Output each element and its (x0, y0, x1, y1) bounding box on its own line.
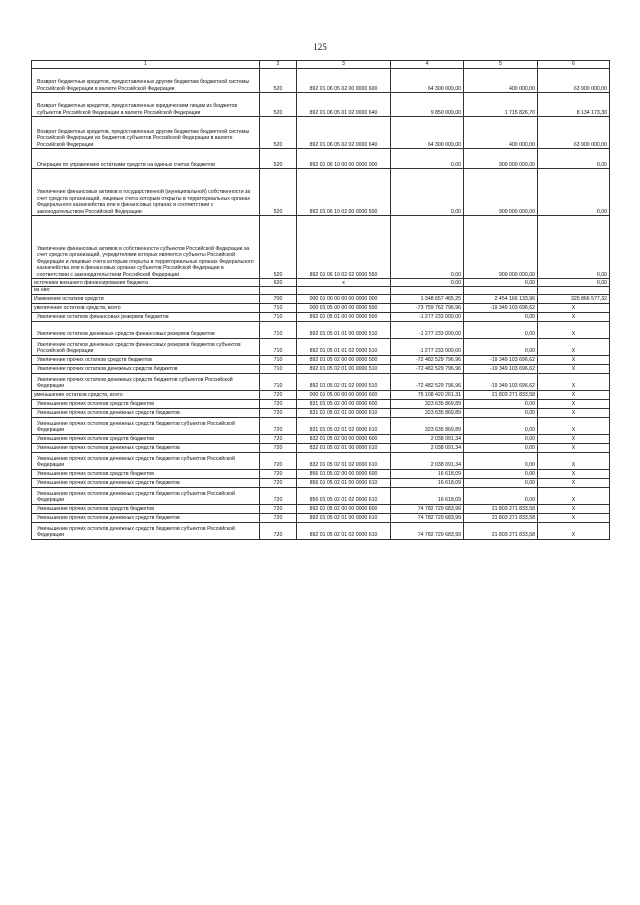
table-row (32, 513, 610, 522)
row-unexecuted-amount-cell: 0,00 (538, 216, 610, 279)
row-approved-amount-cell: -1 277 233 000,00 (391, 312, 464, 321)
row-classification-code-cell: 892 01 05 02 00 00 0000 600 (297, 504, 391, 513)
row-name-cell: Уменьшение прочих остатков денежных средств бюджетов субъектов Российской Федерации (32, 452, 260, 469)
row-line-code-cell: 720 (260, 452, 297, 469)
row-executed-amount-cell: 900 000 000,00 (464, 216, 538, 279)
row-line-code-cell: 720 (260, 434, 297, 443)
row-executed-amount-cell: 0,00 (464, 487, 538, 504)
row-name-cell: Увеличение остатков денежных средств финансовых резервов бюджетов субъектов Российской Федерации (32, 338, 260, 355)
row-approved-amount-cell: -1 277 233 000,00 (391, 338, 464, 355)
row-executed-amount-cell: -19 349 103 696,62 (464, 364, 538, 373)
row-name-cell: Увеличение финансовых активов в государственной (муниципальной) собственности за счет средств организаций, лицевые счета которым открыты в территориальных органах Федерального казначейства или в финансовых органах в соответствии с законодательством Российской Федерации (32, 169, 260, 216)
row-name-cell: Увеличение прочих остатков денежных средств бюджетов субъектов Российской Федерации (32, 373, 260, 390)
table-row (32, 216, 610, 279)
table-row (32, 434, 610, 443)
row-approved-amount-cell: 2 038 091,34 (391, 452, 464, 469)
row-unexecuted-amount-cell: X (538, 417, 610, 434)
row-name-cell: Уменьшение прочих остатков денежных средств бюджетов субъектов Российской Федерации (32, 487, 260, 504)
row-name-cell: Увеличение остатков денежных средств финансовых резервов бюджетов (32, 321, 260, 338)
row-classification-code-cell: 892 01 05 02 01 00 0000 610 (297, 513, 391, 522)
row-line-code-cell: 710 (260, 364, 297, 373)
row-line-code-cell: 520 (260, 149, 297, 169)
row-name-cell: Уменьшение прочих остатков денежных средств бюджетов (32, 478, 260, 487)
row-executed-amount-cell: 21 803 271 833,58 (464, 504, 538, 513)
row-approved-amount-cell: 0,00 (391, 216, 464, 279)
table-row (32, 417, 610, 434)
row-name-cell: Уменьшение прочих остатков средств бюджетов (32, 434, 260, 443)
row-name-cell: Возврат бюджетных кредитов, предоставленных другим бюджетам бюджетной системы Российской Федерации из бюджетов субъектов Российской Федерации в валюте Российской Федерации (32, 117, 260, 149)
row-line-code-cell: 720 (260, 399, 297, 408)
row-unexecuted-amount-cell: X (538, 408, 610, 417)
row-executed-amount-cell: 0,00 (464, 279, 538, 287)
row-executed-amount-cell: -19 349 103 696,62 (464, 373, 538, 390)
row-classification-code-cell: 831 01 05 02 01 00 0000 610 (297, 408, 391, 417)
row-classification-code-cell: 892 01 06 10 02 00 0000 500 (297, 169, 391, 216)
table-row (32, 399, 610, 408)
row-line-code-cell: 720 (260, 443, 297, 452)
row-line-code-cell (260, 287, 297, 295)
table-row (32, 408, 610, 417)
row-line-code-cell: 720 (260, 487, 297, 504)
row-approved-amount-cell: 0,00 (391, 149, 464, 169)
table-body (32, 69, 610, 540)
row-line-code-cell: 720 (260, 417, 297, 434)
table-row (32, 294, 610, 303)
row-name-cell: источники внешнего финансирования бюджета (32, 279, 260, 287)
table-row (32, 487, 610, 504)
row-unexecuted-amount-cell: 0,00 (538, 279, 610, 287)
row-classification-code-cell: 831 01 05 02 01 02 0000 610 (297, 417, 391, 434)
row-approved-amount-cell: 74 782 729 683,99 (391, 513, 464, 522)
row-name-cell: увеличение остатков средств, всего (32, 303, 260, 312)
column-header: 4 (391, 61, 464, 69)
row-executed-amount-cell: 21 803 271 833,58 (464, 513, 538, 522)
row-name-cell: из них: (32, 287, 260, 295)
row-unexecuted-amount-cell: X (538, 522, 610, 539)
row-unexecuted-amount-cell: X (538, 452, 610, 469)
row-classification-code-cell: 892 01 05 02 01 02 0000 610 (297, 522, 391, 539)
row-line-code-cell: 620 (260, 279, 297, 287)
row-approved-amount-cell: -72 482 529 796,96 (391, 364, 464, 373)
row-approved-amount-cell: 75 108 420 261,31 (391, 390, 464, 399)
row-classification-code-cell: 892 01 05 02 01 00 0000 510 (297, 364, 391, 373)
row-classification-code-cell: 000 01 05 00 00 00 0000 500 (297, 303, 391, 312)
row-executed-amount-cell: 400 000,00 (464, 69, 538, 93)
row-line-code-cell: 710 (260, 321, 297, 338)
row-unexecuted-amount-cell: 63 900 000,00 (538, 69, 610, 93)
row-unexecuted-amount-cell (538, 287, 610, 295)
row-name-cell: Уменьшение прочих остатков средств бюджетов (32, 504, 260, 513)
row-unexecuted-amount-cell: X (538, 469, 610, 478)
budget-sources-table (31, 60, 610, 540)
column-header: 6 (538, 61, 610, 69)
row-line-code-cell: 720 (260, 478, 297, 487)
row-classification-code-cell (297, 287, 391, 295)
table-row (32, 355, 610, 364)
row-classification-code-cell: x (297, 279, 391, 287)
row-executed-amount-cell: -19 349 103 696,62 (464, 355, 538, 364)
row-approved-amount-cell: 323 635 869,89 (391, 417, 464, 434)
row-approved-amount-cell: 0,00 (391, 169, 464, 216)
row-name-cell: Уменьшение прочих остатков денежных средств бюджетов субъектов Российской Федерации (32, 417, 260, 434)
row-unexecuted-amount-cell: X (538, 513, 610, 522)
row-classification-code-cell: 892 01 05 01 01 00 0000 510 (297, 321, 391, 338)
table-row (32, 522, 610, 539)
row-unexecuted-amount-cell: X (538, 487, 610, 504)
row-approved-amount-cell: 323 635 869,89 (391, 399, 464, 408)
row-classification-code-cell: 892 01 05 01 00 00 0000 500 (297, 312, 391, 321)
row-executed-amount-cell: 0,00 (464, 417, 538, 434)
row-executed-amount-cell: 0,00 (464, 452, 538, 469)
row-line-code-cell: 710 (260, 312, 297, 321)
row-classification-code-cell: 892 01 06 05 01 02 0000 640 (297, 93, 391, 117)
row-line-code-cell: 720 (260, 504, 297, 513)
table-row (32, 469, 610, 478)
table-row (32, 390, 610, 399)
column-header: 1 (32, 61, 260, 69)
row-classification-code-cell: 892 01 05 01 01 02 0000 510 (297, 338, 391, 355)
table-row (32, 303, 610, 312)
row-unexecuted-amount-cell: X (538, 321, 610, 338)
row-line-code-cell: 700 (260, 294, 297, 303)
row-line-code-cell: 710 (260, 303, 297, 312)
row-classification-code-cell: 832 01 05 02 01 00 0000 610 (297, 443, 391, 452)
row-executed-amount-cell: 1 715 826,70 (464, 93, 538, 117)
row-unexecuted-amount-cell: X (538, 504, 610, 513)
row-classification-code-cell: 892 01 06 10 00 00 0000 000 (297, 149, 391, 169)
row-line-code-cell: 520 (260, 69, 297, 93)
row-line-code-cell: 720 (260, 469, 297, 478)
row-classification-code-cell: 892 01 05 02 01 02 0000 510 (297, 373, 391, 390)
row-executed-amount-cell: 21 803 271 833,58 (464, 390, 538, 399)
table-row (32, 373, 610, 390)
row-executed-amount-cell: 21 803 271 833,58 (464, 522, 538, 539)
row-unexecuted-amount-cell: X (538, 312, 610, 321)
table-row (32, 338, 610, 355)
row-approved-amount-cell: -72 482 529 796,96 (391, 373, 464, 390)
row-classification-code-cell: 856 01 05 02 00 00 0000 600 (297, 469, 391, 478)
row-name-cell: Уменьшение прочих остатков средств бюджетов (32, 469, 260, 478)
row-approved-amount-cell: 323 635 869,89 (391, 408, 464, 417)
table-header-row (32, 61, 610, 69)
row-approved-amount-cell (391, 287, 464, 295)
row-name-cell: Операции по управлению остатками средств на единых счетах бюджетов (32, 149, 260, 169)
table-row (32, 169, 610, 216)
row-approved-amount-cell: 9 850 000,00 (391, 93, 464, 117)
row-unexecuted-amount-cell: X (538, 399, 610, 408)
row-approved-amount-cell: -1 277 233 000,00 (391, 321, 464, 338)
row-name-cell: Уменьшение прочих остатков денежных средств бюджетов (32, 408, 260, 417)
row-executed-amount-cell: 0,00 (464, 338, 538, 355)
row-unexecuted-amount-cell: X (538, 390, 610, 399)
row-unexecuted-amount-cell: 0,00 (538, 169, 610, 216)
row-unexecuted-amount-cell: 63 900 000,00 (538, 117, 610, 149)
row-executed-amount-cell: 0,00 (464, 399, 538, 408)
row-classification-code-cell: 856 01 05 02 01 00 0000 610 (297, 478, 391, 487)
row-unexecuted-amount-cell: X (538, 373, 610, 390)
row-name-cell: Уменьшение прочих остатков денежных средств бюджетов субъектов Российской Федерации (32, 522, 260, 539)
column-header: 3 (297, 61, 391, 69)
row-line-code-cell: 720 (260, 408, 297, 417)
row-name-cell: Возврат бюджетных кредитов, предоставленных другим бюджетам бюджетной системы Российской Федерации в валюте Российской Федерации (32, 69, 260, 93)
row-line-code-cell: 720 (260, 390, 297, 399)
row-line-code-cell: 720 (260, 522, 297, 539)
row-approved-amount-cell: 1 348 657 465,25 (391, 294, 464, 303)
row-executed-amount-cell: 0,00 (464, 478, 538, 487)
row-approved-amount-cell: 0,00 (391, 279, 464, 287)
row-executed-amount-cell: 0,00 (464, 469, 538, 478)
row-executed-amount-cell: 900 000 000,00 (464, 169, 538, 216)
row-approved-amount-cell: -73 759 762 796,96 (391, 303, 464, 312)
row-approved-amount-cell: 16 618,09 (391, 478, 464, 487)
row-line-code-cell: 520 (260, 117, 297, 149)
row-name-cell: Изменение остатков средств (32, 294, 260, 303)
row-classification-code-cell: 892 01 06 05 02 02 0000 640 (297, 117, 391, 149)
row-approved-amount-cell: 64 300 000,00 (391, 69, 464, 93)
table-row (32, 93, 610, 117)
row-classification-code-cell: 856 01 05 02 01 02 0000 610 (297, 487, 391, 504)
row-approved-amount-cell: 64 300 000,00 (391, 117, 464, 149)
row-executed-amount-cell (464, 287, 538, 295)
row-name-cell: Увеличение прочих остатков средств бюджетов (32, 355, 260, 364)
row-approved-amount-cell: 16 618,09 (391, 487, 464, 504)
row-unexecuted-amount-cell: X (538, 443, 610, 452)
row-name-cell: Возврат бюджетных кредитов, предоставленных юридическим лицам из бюджетов субъектов Российской Федерации в валюте Российской Федерации (32, 93, 260, 117)
row-unexecuted-amount-cell: X (538, 303, 610, 312)
table-row (32, 452, 610, 469)
table-row (32, 69, 610, 93)
table-row (32, 364, 610, 373)
table-row (32, 312, 610, 321)
row-executed-amount-cell: 900 000 000,00 (464, 149, 538, 169)
row-name-cell: Увеличение финансовых активов в собственности субъектов Российской Федерации за счет средств организаций, учредителями которых являются субъекты Российской Федерации и лицевые счета которым открыты в территориальных органах Федерального казначейства или в финансовых органах субъектов Российской Федерации в соответствии с законодательством Российской Федерации (32, 216, 260, 279)
table-row (32, 279, 610, 287)
row-approved-amount-cell: 74 782 729 683,99 (391, 522, 464, 539)
row-unexecuted-amount-cell: X (538, 355, 610, 364)
row-classification-code-cell: 892 01 05 02 00 00 0000 500 (297, 355, 391, 364)
table-row (32, 321, 610, 338)
row-classification-code-cell: 000 01 05 00 00 00 0000 600 (297, 390, 391, 399)
row-executed-amount-cell: -19 349 103 696,62 (464, 303, 538, 312)
row-approved-amount-cell: -72 482 529 796,96 (391, 355, 464, 364)
row-name-cell: Уменьшение прочих остатков средств бюджетов (32, 399, 260, 408)
row-name-cell: уменьшение остатков средств, всего (32, 390, 260, 399)
table-row (32, 287, 610, 295)
row-approved-amount-cell: 74 782 729 683,99 (391, 504, 464, 513)
table-row (32, 117, 610, 149)
row-classification-code-cell: 892 01 06 10 02 02 0000 550 (297, 216, 391, 279)
table-row (32, 443, 610, 452)
row-line-code-cell: 520 (260, 216, 297, 279)
row-classification-code-cell: 832 01 05 02 01 02 0000 610 (297, 452, 391, 469)
column-header: 2 (260, 61, 297, 69)
row-executed-amount-cell: 0,00 (464, 312, 538, 321)
page-number: 125 (313, 42, 327, 52)
row-name-cell: Увеличение прочих остатков денежных средств бюджетов (32, 364, 260, 373)
row-approved-amount-cell: 16 618,09 (391, 469, 464, 478)
row-unexecuted-amount-cell: 325 866 577,32 (538, 294, 610, 303)
row-classification-code-cell: 892 01 06 05 02 00 0000 600 (297, 69, 391, 93)
row-executed-amount-cell: 0,00 (464, 443, 538, 452)
row-unexecuted-amount-cell: X (538, 478, 610, 487)
row-approved-amount-cell: 2 038 091,34 (391, 443, 464, 452)
row-name-cell: Уменьшение прочих остатков денежных средств бюджетов (32, 443, 260, 452)
row-unexecuted-amount-cell: X (538, 364, 610, 373)
row-line-code-cell: 710 (260, 373, 297, 390)
row-name-cell: Уменьшение прочих остатков денежных средств бюджетов (32, 513, 260, 522)
row-line-code-cell: 710 (260, 355, 297, 364)
row-executed-amount-cell: 0,00 (464, 408, 538, 417)
row-classification-code-cell: 000 01 00 00 00 00 0000 000 (297, 294, 391, 303)
table-row (32, 504, 610, 513)
row-classification-code-cell: 831 01 05 02 00 00 0000 600 (297, 399, 391, 408)
row-approved-amount-cell: 2 038 091,34 (391, 434, 464, 443)
row-executed-amount-cell: 400 000,00 (464, 117, 538, 149)
row-line-code-cell: 520 (260, 169, 297, 216)
row-executed-amount-cell: 0,00 (464, 434, 538, 443)
row-line-code-cell: 520 (260, 93, 297, 117)
row-executed-amount-cell: 2 454 166 133,96 (464, 294, 538, 303)
table-row (32, 149, 610, 169)
row-unexecuted-amount-cell: X (538, 338, 610, 355)
row-line-code-cell: 720 (260, 513, 297, 522)
row-executed-amount-cell: 0,00 (464, 321, 538, 338)
row-unexecuted-amount-cell: X (538, 434, 610, 443)
column-header: 5 (464, 61, 538, 69)
row-name-cell: Увеличение остатков финансовых резервов бюджетов (32, 312, 260, 321)
row-classification-code-cell: 832 01 05 02 00 00 0000 600 (297, 434, 391, 443)
row-line-code-cell: 710 (260, 338, 297, 355)
row-unexecuted-amount-cell: 0,00 (538, 149, 610, 169)
row-unexecuted-amount-cell: 8 134 173,30 (538, 93, 610, 117)
table-row (32, 478, 610, 487)
